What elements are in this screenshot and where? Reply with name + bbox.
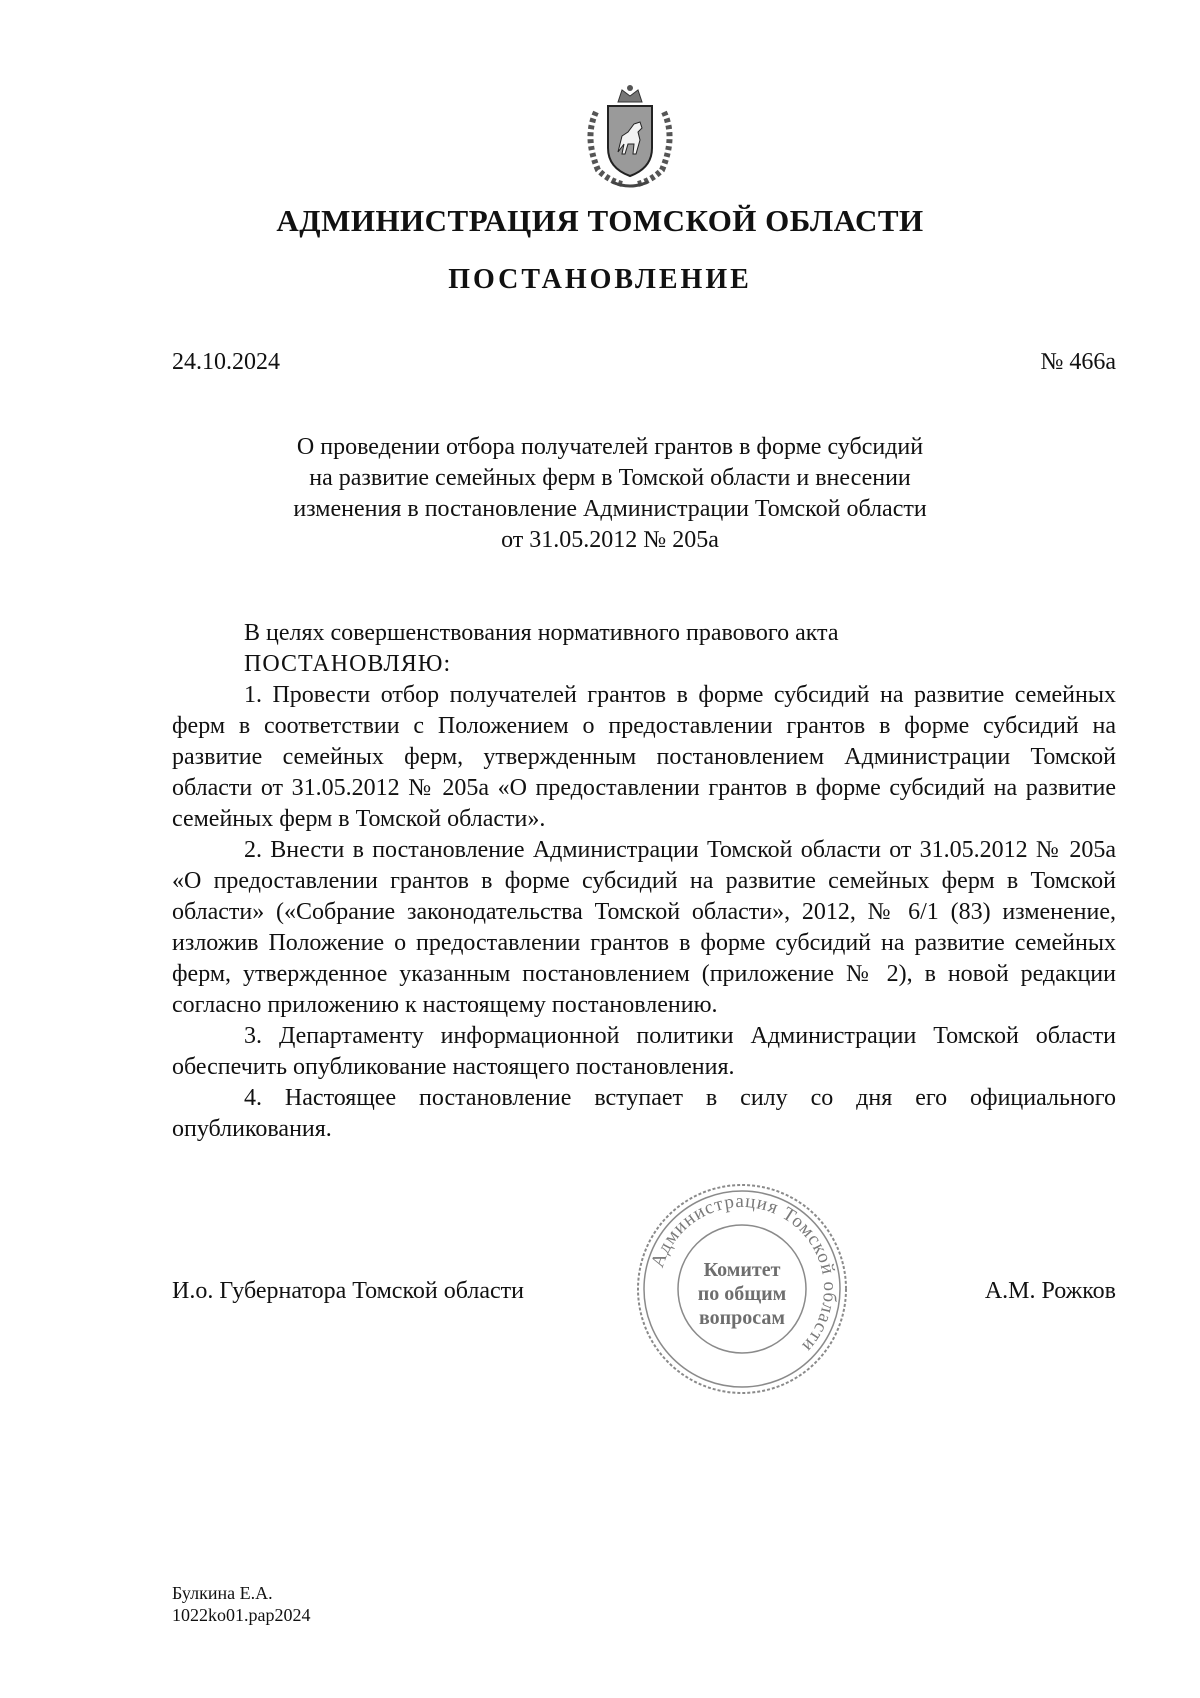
stamp-center-line: вопросам xyxy=(698,1307,786,1329)
organization-title: АДМИНИСТРАЦИЯ ТОМСКОЙ ОБЛАСТИ xyxy=(276,203,924,238)
subject-line: изменения в постановление Администрации Томской области xyxy=(293,496,927,522)
subject-line: от 31.05.2012 № 205а xyxy=(501,527,719,553)
decree-word: ПОСТАНОВЛЯЮ: xyxy=(244,651,452,677)
signatory-position: И.о. Губернатора Томской области xyxy=(172,1278,524,1304)
tomsk-coat-of-arms-icon xyxy=(578,82,682,190)
subject-line: О проведении отбора получателей грантов в форме субсидий xyxy=(296,434,924,460)
stamp-ring-text: Администрация Томской области xyxy=(647,1190,841,1357)
document-date: 24.10.2024 xyxy=(172,349,280,375)
subject-line: на развитие семейных ферм в Томской области и внесении xyxy=(309,465,911,491)
document-type-heading: ПОСТАНОВЛЕНИЕ xyxy=(448,264,752,295)
paragraph-4: 4. Настоящее постановление вступает в силу со дня его официального опубликования. xyxy=(172,1085,1116,1142)
paragraph-2: 2. Внести в постановление Администрации Томской области от 31.05.2012 № 205а «О предоставлении грантов в форме субсидий на развитие семейных ферм в Томской области» («Собрание законодательства Томской области», 2012, № 6/1 (83) изменение, изложив Положение о предоставлении грантов в форме субсидий на развитие семейных ферм, утвержденное указанным постановлением (приложение № 2), в новой редакции согласно приложению к настоящему постановлению. xyxy=(172,837,1116,1018)
stamp-center-line: Комитет xyxy=(703,1259,781,1281)
paragraph-1: 1. Провести отбор получателей грантов в форме субсидий на развитие семейных ферм в соответствии с Положением о предоставлении грантов в форме субсидий на развитие семейных ферм, утвержденным постановлением Администрации Томской области от 31.05.2012 № 205а «О предоставлении грантов в форме субсидий на развитие семейных ферм в Томской области». xyxy=(172,682,1116,832)
paragraph-3: 3. Департаменту информационной политики Администрации Томской области обеспечить опубликование настоящего постановления. xyxy=(172,1023,1116,1080)
executor-name: Булкина Е.А. xyxy=(172,1583,273,1603)
intro-text: В целях совершенствования нормативного правового акта xyxy=(244,620,839,646)
file-code: 1022ko01.pap2024 xyxy=(172,1605,311,1625)
signatory-name: А.М. Рожков xyxy=(984,1278,1116,1304)
document-number: № 466а xyxy=(1040,349,1116,375)
stamp-center-line: по общим xyxy=(697,1283,787,1305)
official-stamp xyxy=(633,1180,851,1398)
executor-info xyxy=(172,1582,311,1626)
document-subject xyxy=(240,432,980,556)
document-body xyxy=(172,618,1116,1145)
